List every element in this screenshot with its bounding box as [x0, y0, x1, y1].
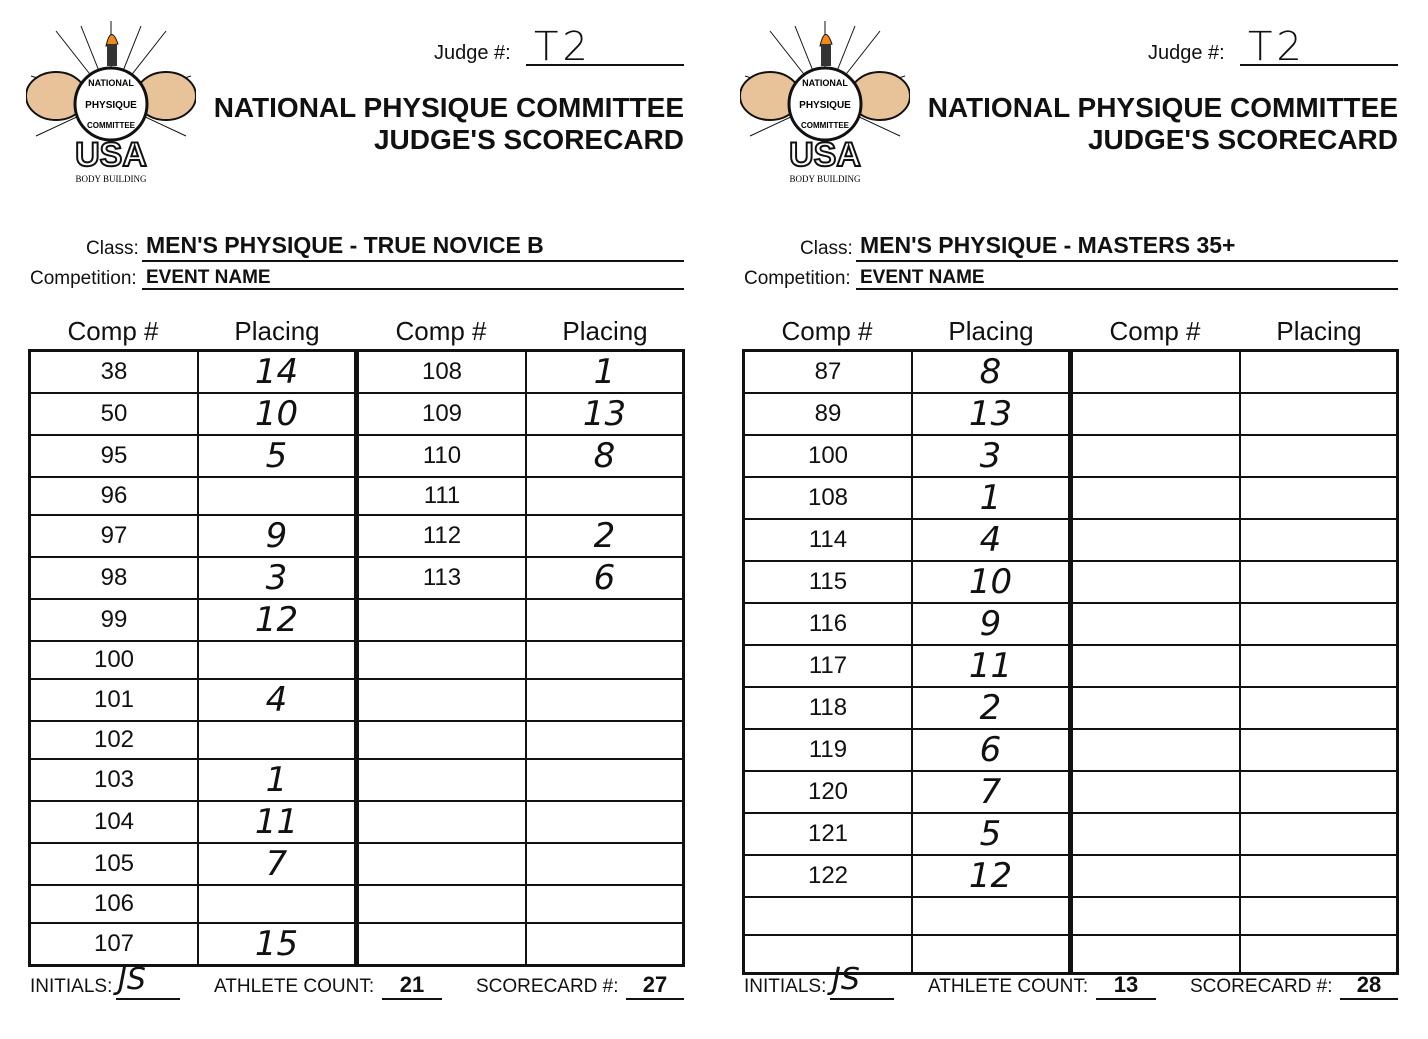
- comp-number-cell: 100: [30, 641, 199, 679]
- competition-value: EVENT NAME: [146, 267, 271, 288]
- comp-number-cell: [1071, 477, 1241, 519]
- table-row: [30, 923, 684, 966]
- placing-cell: [1240, 435, 1398, 477]
- placing-cell: 10: [912, 561, 1071, 603]
- initials-underline: [116, 998, 180, 1000]
- placing-cell: [1240, 561, 1398, 603]
- comp-number-cell: 104: [30, 801, 199, 843]
- comp-number-cell: 98: [30, 557, 199, 599]
- table-row: [30, 759, 684, 801]
- class-label: Class:: [800, 238, 853, 259]
- placing-cell: 1: [912, 477, 1071, 519]
- comp-number-cell: 101: [30, 679, 199, 721]
- table-row: [30, 885, 684, 923]
- placing-cell: [198, 885, 357, 923]
- scorecard-number-underline: [626, 998, 684, 1000]
- comp-number-cell: 119: [744, 729, 913, 771]
- placing-cell: 13: [912, 393, 1071, 435]
- comp-number-cell: 100: [744, 435, 913, 477]
- comp-number-cell: [357, 923, 527, 966]
- comp-number-cell: 121: [744, 813, 913, 855]
- title-line-2: JUDGE'S SCORECARD: [1087, 124, 1398, 155]
- comp-number-cell: [1071, 897, 1241, 935]
- placing-cell: 10: [198, 393, 357, 435]
- table-row: [30, 393, 684, 435]
- comp-number-cell: 95: [30, 435, 199, 477]
- comp-number-cell: [357, 885, 527, 923]
- competition-label: Competition:: [30, 268, 137, 289]
- comp-number-cell: [357, 721, 527, 759]
- table-row: [744, 771, 1398, 813]
- table-row: [744, 729, 1398, 771]
- placing-cell: [526, 759, 684, 801]
- logo-text-mid: PHYSIQUE: [85, 100, 137, 111]
- placing-cell: [1240, 855, 1398, 897]
- scorecard-number-underline: [1340, 998, 1398, 1000]
- comp-number-cell: 50: [30, 393, 199, 435]
- competition-underline: [142, 288, 684, 290]
- scorecard-number-value: 27: [642, 972, 668, 997]
- comp-number-cell: [744, 897, 913, 935]
- npc-usa-logo: [26, 16, 196, 186]
- class-label: Class:: [86, 238, 139, 259]
- logo-sub: BODY BUILDING: [789, 174, 861, 184]
- comp-number-cell: [357, 679, 527, 721]
- table-row: [744, 435, 1398, 477]
- table-row: [30, 843, 684, 885]
- table-row: [30, 641, 684, 679]
- comp-number-cell: [1071, 393, 1241, 435]
- judge-number-field: [434, 24, 684, 70]
- comp-number-cell: [1071, 771, 1241, 813]
- scorecard-number-value: 28: [1356, 972, 1382, 997]
- placing-cell: 11: [198, 801, 357, 843]
- scorecard-title: [928, 92, 1398, 156]
- comp-number-cell: 103: [30, 759, 199, 801]
- table-row: [30, 599, 684, 641]
- table-row: [30, 351, 684, 394]
- placing-cell: [526, 801, 684, 843]
- score-table: [28, 349, 685, 967]
- placing-cell: [1240, 729, 1398, 771]
- comp-number-cell: [1071, 729, 1241, 771]
- comp-number-cell: 108: [357, 351, 527, 394]
- initials-underline: [830, 998, 894, 1000]
- judge-value: T2: [1248, 24, 1306, 70]
- placing-cell: [912, 897, 1071, 935]
- comp-number-cell: [1071, 813, 1241, 855]
- placing-cell: [1240, 771, 1398, 813]
- table-row: [30, 679, 684, 721]
- competition-field: [740, 266, 1400, 294]
- placing-cell: 11: [912, 645, 1071, 687]
- header-placing-2: Placing: [562, 316, 648, 346]
- table-row: [30, 477, 684, 515]
- comp-number-cell: [1071, 645, 1241, 687]
- placing-cell: [526, 477, 684, 515]
- scorecard-number-label: SCORECARD #:: [476, 976, 619, 997]
- class-field: [26, 232, 686, 260]
- comp-number-cell: 122: [744, 855, 913, 897]
- placing-cell: [1240, 477, 1398, 519]
- placing-cell: 2: [912, 687, 1071, 729]
- placing-cell: 3: [198, 557, 357, 599]
- class-value: MEN'S PHYSIQUE - MASTERS 35+: [860, 232, 1236, 258]
- judge-label: Judge #:: [1148, 42, 1225, 64]
- logo-text-mid: PHYSIQUE: [799, 100, 851, 111]
- placing-cell: 13: [526, 393, 684, 435]
- comp-number-cell: 111: [357, 477, 527, 515]
- table-row: [30, 557, 684, 599]
- comp-number-cell: [1071, 855, 1241, 897]
- placing-cell: 8: [526, 435, 684, 477]
- placing-cell: [526, 843, 684, 885]
- table-row: [744, 855, 1398, 897]
- comp-number-cell: 116: [744, 603, 913, 645]
- placing-cell: [198, 721, 357, 759]
- comp-number-cell: [1071, 519, 1241, 561]
- scorecard-footer: [26, 962, 686, 1002]
- comp-number-cell: [357, 759, 527, 801]
- table-row: [744, 561, 1398, 603]
- initials-label: INITIALS:: [744, 976, 827, 997]
- comp-number-cell: 115: [744, 561, 913, 603]
- comp-number-cell: 87: [744, 351, 913, 394]
- comp-number-cell: 118: [744, 687, 913, 729]
- judge-label: Judge #:: [434, 42, 511, 64]
- comp-number-cell: 113: [357, 557, 527, 599]
- initials-value: JS: [118, 962, 146, 997]
- comp-number-cell: 96: [30, 477, 199, 515]
- logo-text-bottom: COMMITTEE: [87, 121, 135, 130]
- comp-number-cell: [1071, 561, 1241, 603]
- placing-cell: [526, 923, 684, 966]
- table-row: [744, 813, 1398, 855]
- header-comp-2: Comp #: [395, 316, 487, 346]
- placing-cell: 3: [912, 435, 1071, 477]
- judge-underline: [1240, 64, 1398, 66]
- class-field: [740, 232, 1400, 260]
- placing-cell: 2: [526, 515, 684, 557]
- placing-cell: [1240, 519, 1398, 561]
- table-row: [30, 435, 684, 477]
- table-row: [744, 477, 1398, 519]
- placing-cell: 12: [198, 599, 357, 641]
- competition-value: EVENT NAME: [860, 267, 985, 288]
- header-comp-1: Comp #: [67, 316, 159, 346]
- table-row: [30, 801, 684, 843]
- athlete-count-underline: [1096, 998, 1156, 1000]
- comp-number-cell: 120: [744, 771, 913, 813]
- comp-number-cell: 89: [744, 393, 913, 435]
- judge-value: T2: [534, 24, 592, 70]
- judge-underline: [526, 64, 684, 66]
- title-line-1: NATIONAL PHYSIQUE COMMITTEE: [927, 92, 1398, 123]
- placing-cell: [1240, 351, 1398, 394]
- placing-cell: [198, 477, 357, 515]
- athlete-count-label: ATHLETE COUNT:: [928, 976, 1089, 997]
- athlete-count-value: 13: [1113, 972, 1139, 997]
- logo-usa: USA: [789, 136, 861, 174]
- table-row: [744, 603, 1398, 645]
- placing-cell: [1240, 813, 1398, 855]
- header-placing-1: Placing: [234, 316, 320, 346]
- table-row: [744, 351, 1398, 394]
- placing-cell: 1: [198, 759, 357, 801]
- header-comp-1: Comp #: [781, 316, 873, 346]
- header-placing-2: Placing: [1276, 316, 1362, 346]
- logo-text-bottom: COMMITTEE: [801, 121, 849, 130]
- header-placing-1: Placing: [948, 316, 1034, 346]
- placing-cell: 12: [912, 855, 1071, 897]
- comp-number-cell: 102: [30, 721, 199, 759]
- class-underline: [856, 260, 1398, 262]
- comp-number-cell: [357, 599, 527, 641]
- comp-number-cell: [1071, 351, 1241, 394]
- comp-number-cell: [1071, 603, 1241, 645]
- comp-number-cell: 97: [30, 515, 199, 557]
- placing-cell: 9: [198, 515, 357, 557]
- scorecard-number-label: SCORECARD #:: [1190, 976, 1333, 997]
- title-line-2: JUDGE'S SCORECARD: [373, 124, 684, 155]
- athlete-count-value: 21: [399, 972, 425, 997]
- comp-number-cell: [357, 641, 527, 679]
- table-row: [744, 645, 1398, 687]
- scorecard-left: [26, 0, 686, 1039]
- placing-cell: 1: [526, 351, 684, 394]
- comp-number-cell: 106: [30, 885, 199, 923]
- placing-cell: 7: [912, 771, 1071, 813]
- placing-cell: [1240, 897, 1398, 935]
- scorecard-footer: [740, 962, 1400, 1002]
- judge-number-field: [1148, 24, 1398, 70]
- placing-cell: 8: [912, 351, 1071, 394]
- comp-number-cell: 114: [744, 519, 913, 561]
- placing-cell: [526, 679, 684, 721]
- placing-cell: [1240, 645, 1398, 687]
- placing-cell: [1240, 603, 1398, 645]
- header-comp-2: Comp #: [1109, 316, 1201, 346]
- competition-field: [26, 266, 686, 294]
- comp-number-cell: 108: [744, 477, 913, 519]
- competition-label: Competition:: [744, 268, 851, 289]
- athlete-count-underline: [382, 998, 442, 1000]
- initials-label: INITIALS:: [30, 976, 113, 997]
- placing-cell: 6: [912, 729, 1071, 771]
- initials-value: JS: [832, 962, 860, 997]
- placing-cell: 14: [198, 351, 357, 394]
- logo-sub: BODY BUILDING: [75, 174, 147, 184]
- scorecard-title: [214, 92, 684, 156]
- placing-cell: 4: [912, 519, 1071, 561]
- logo-text-top: NATIONAL: [88, 78, 134, 88]
- comp-number-cell: 99: [30, 599, 199, 641]
- placing-cell: 5: [912, 813, 1071, 855]
- placing-cell: 5: [198, 435, 357, 477]
- competition-underline: [856, 288, 1398, 290]
- npc-usa-logo: [740, 16, 910, 186]
- comp-number-cell: 110: [357, 435, 527, 477]
- placing-cell: 6: [526, 557, 684, 599]
- class-value: MEN'S PHYSIQUE - TRUE NOVICE B: [146, 232, 544, 258]
- placing-cell: 15: [198, 923, 357, 966]
- placing-cell: [526, 721, 684, 759]
- comp-number-cell: 107: [30, 923, 199, 966]
- table-row: [30, 515, 684, 557]
- comp-number-cell: 105: [30, 843, 199, 885]
- placing-cell: [526, 599, 684, 641]
- comp-number-cell: [357, 801, 527, 843]
- table-row: [744, 393, 1398, 435]
- placing-cell: 9: [912, 603, 1071, 645]
- comp-number-cell: 117: [744, 645, 913, 687]
- scorecard-right: [740, 0, 1400, 1039]
- comp-number-cell: [1071, 687, 1241, 729]
- comp-number-cell: 38: [30, 351, 199, 394]
- comp-number-cell: 112: [357, 515, 527, 557]
- placing-cell: [526, 885, 684, 923]
- placing-cell: 7: [198, 843, 357, 885]
- comp-number-cell: 109: [357, 393, 527, 435]
- placing-cell: [1240, 393, 1398, 435]
- class-underline: [142, 260, 684, 262]
- placing-cell: [1240, 687, 1398, 729]
- score-table: [742, 349, 1399, 975]
- table-row: [744, 519, 1398, 561]
- athlete-count-label: ATHLETE COUNT:: [214, 976, 375, 997]
- table-row: [744, 897, 1398, 935]
- placing-cell: [526, 641, 684, 679]
- title-line-1: NATIONAL PHYSIQUE COMMITTEE: [213, 92, 684, 123]
- comp-number-cell: [357, 843, 527, 885]
- logo-usa: USA: [75, 136, 147, 174]
- comp-number-cell: [1071, 435, 1241, 477]
- logo-text-top: NATIONAL: [802, 78, 848, 88]
- table-row: [744, 687, 1398, 729]
- table-row: [30, 721, 684, 759]
- placing-cell: [198, 641, 357, 679]
- placing-cell: 4: [198, 679, 357, 721]
